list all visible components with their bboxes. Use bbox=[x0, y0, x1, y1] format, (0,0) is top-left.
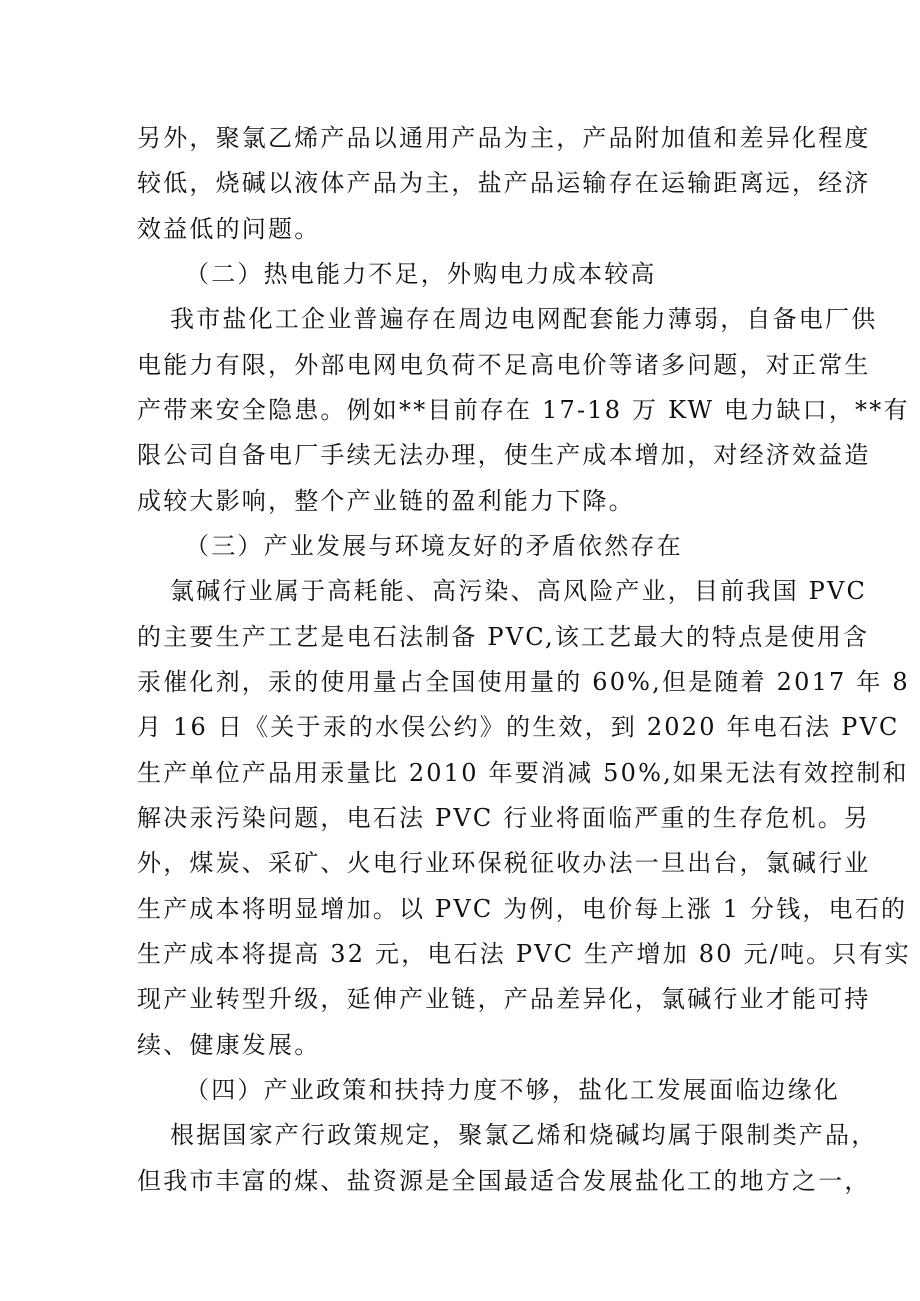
paragraph-line: 续、健康发展。 bbox=[137, 1031, 321, 1059]
paragraph-line: 成较大影响，整个产业链的盈利能力下降。 bbox=[137, 487, 635, 515]
section-heading-4: （四）产业政策和扶持力度不够，盐化工发展面临边缘化 bbox=[185, 1076, 840, 1104]
paragraph-line: 另外，聚氯乙烯产品以通用产品为主，产品附加值和差异化程度 bbox=[137, 124, 871, 152]
paragraph-line: 我市盐化工企业普遍存在周边电网配套能力薄弱，自备电厂供 bbox=[170, 305, 878, 333]
paragraph-line: 月 16 日《关于汞的水俣公约》的生效，到 2020 年电石法 PVC bbox=[137, 713, 900, 741]
section-heading-3: （三）产业发展与环境友好的矛盾依然存在 bbox=[185, 532, 683, 560]
paragraph-line: 限公司自备电厂手续无法办理，使生产成本增加，对经济效益造 bbox=[137, 441, 871, 469]
paragraph-line: 解决汞污染问题，电石法 PVC 行业将面临严重的生存危机。另 bbox=[137, 804, 871, 832]
paragraph-line: 现产业转型升级，延伸产业链，产品差异化，氯碱行业才能可持 bbox=[137, 985, 871, 1013]
paragraph-line: 氯碱行业属于高耗能、高污染、高风险产业，目前我国 PVC bbox=[170, 577, 868, 605]
paragraph-line: 外，煤炭、采矿、火电行业环保税征收办法一旦出台，氯碱行业 bbox=[137, 849, 871, 877]
paragraph-line: 生产单位产品用汞量比 2010 年要消减 50%,如果无法有效控制和 bbox=[137, 759, 909, 787]
paragraph-line: 生产成本将明显增加。以 PVC 为例，电价每上涨 1 分钱，电石的 bbox=[137, 895, 908, 923]
paragraph-line: 但我市丰富的煤、盐资源是全国最适合发展盐化工的地方之一， bbox=[137, 1167, 871, 1195]
paragraph-line: 生产成本将提高 32 元，电石法 PVC 生产增加 80 元/吨。只有实 bbox=[137, 940, 911, 968]
paragraph-line: 电能力有限，外部电网电负荷不足高电价等诸多问题，对正常生 bbox=[137, 351, 871, 379]
paragraph-line: 汞催化剂，汞的使用量占全国使用量的 60%,但是随着 2017 年 8 bbox=[137, 668, 910, 696]
paragraph-line: 较低，烧碱以液体产品为主，盐产品运输存在运输距离远，经济 bbox=[137, 169, 871, 197]
paragraph-line: 产带来安全隐患。例如**目前存在 17-18 万 KW 电力缺口，**有 bbox=[137, 396, 910, 424]
paragraph-line: 效益低的问题。 bbox=[137, 215, 321, 243]
paragraph-line: 根据国家产行政策规定，聚氯乙烯和烧碱均属于限制类产品， bbox=[170, 1121, 878, 1149]
paragraph-line: 的主要生产工艺是电石法制备 PVC,该工艺最大的特点是使用含 bbox=[137, 623, 870, 651]
section-heading-2: （二）热电能力不足，外购电力成本较高 bbox=[185, 260, 657, 288]
